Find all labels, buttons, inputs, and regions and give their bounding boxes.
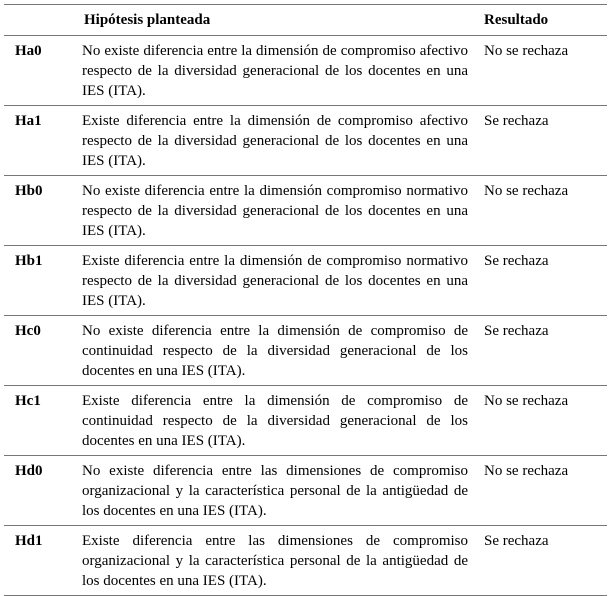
hypothesis-result: No se rechaza bbox=[484, 43, 569, 59]
hypothesis-result: Se rechaza bbox=[484, 253, 549, 269]
table-row bbox=[4, 246, 607, 316]
hypothesis-text: No existe diferencia entre la dimensión compromiso normativo respecto de la diversidad generacional de los docentes en una IES (ITA). bbox=[82, 183, 468, 239]
header-result: Resultado bbox=[484, 12, 549, 28]
hypothesis-result: No se rechaza bbox=[484, 183, 569, 199]
hypothesis-table bbox=[4, 4, 607, 596]
header-id bbox=[4, 5, 78, 36]
hypothesis-id: Ha1 bbox=[15, 113, 42, 129]
table-row bbox=[4, 36, 607, 106]
hypothesis-text: Existe diferencia entre la dimensión de compromiso normativo respecto de la diversidad generacional de los docentes en una IES (ITA). bbox=[82, 253, 468, 309]
table-row bbox=[4, 316, 607, 386]
table-row bbox=[4, 106, 607, 176]
hypothesis-text: No existe diferencia entre la dimensión de compromiso afectivo respecto de la diversidad generacional de los docentes en una IES (ITA). bbox=[82, 43, 468, 99]
table-header bbox=[4, 5, 607, 36]
hypothesis-text: No existe diferencia entre las dimensiones de compromiso organizacional y la característica personal de la antigüedad de los docentes en una IES (ITA). bbox=[82, 463, 468, 519]
hypothesis-id: Hb1 bbox=[15, 253, 43, 269]
hypothesis-result: No se rechaza bbox=[484, 463, 569, 479]
hypothesis-id: Hd0 bbox=[15, 463, 43, 479]
hypothesis-result: Se rechaza bbox=[484, 113, 549, 129]
hypothesis-id: Hb0 bbox=[15, 183, 43, 199]
hypothesis-result: Se rechaza bbox=[484, 533, 549, 549]
hypothesis-text: No existe diferencia entre la dimensión de compromiso de continuidad respecto de la diversidad generacional de los docentes en una IES (ITA). bbox=[82, 323, 468, 379]
hypothesis-result: No se rechaza bbox=[484, 393, 569, 409]
table-row bbox=[4, 176, 607, 246]
hypothesis-id: Hd1 bbox=[15, 533, 43, 549]
hypothesis-text: Existe diferencia entre las dimensiones de compromiso organizacional y la característica personal de la antigüedad de los docentes en una IES (ITA). bbox=[82, 533, 468, 589]
table-row bbox=[4, 456, 607, 526]
table-body bbox=[4, 36, 607, 596]
hypothesis-id: Hc1 bbox=[15, 393, 41, 409]
table-row bbox=[4, 386, 607, 456]
header-row bbox=[4, 5, 607, 36]
header-hypothesis: Hipótesis planteada bbox=[84, 12, 211, 28]
hypothesis-text: Existe diferencia entre la dimensión de compromiso afectivo respecto de la diversidad generacional de los docentes en una IES (ITA). bbox=[82, 113, 468, 169]
hypothesis-result: Se rechaza bbox=[484, 323, 549, 339]
hypothesis-id: Hc0 bbox=[15, 323, 41, 339]
hypothesis-text: Existe diferencia entre la dimensión de compromiso de continuidad respecto de la diversidad generacional de los docentes en una IES (ITA). bbox=[82, 393, 468, 449]
hypothesis-id: Ha0 bbox=[15, 43, 42, 59]
table-row bbox=[4, 526, 607, 596]
